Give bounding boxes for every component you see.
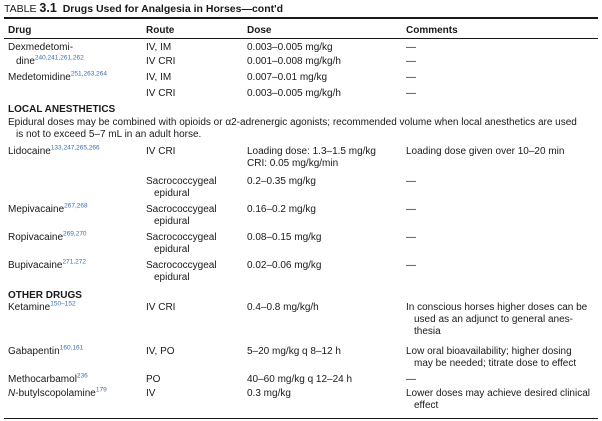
dose: Loading dose: 1.3–1.5 mg/kg CRI: 0.05 mg/kg/min — [247, 146, 376, 169]
comment: — — [406, 176, 416, 187]
drug-refs: 267,268 — [64, 202, 88, 210]
comment: — — [406, 232, 416, 243]
comment: — — [406, 72, 416, 83]
drug-name: Dexmedetomi- — [8, 42, 74, 53]
route: IV CRI — [146, 56, 176, 67]
dose: 0.02–0.06 mg/kg — [247, 260, 322, 271]
route: Sacrococcygeal epidural — [146, 176, 217, 199]
table-number: 3.1 — [39, 1, 57, 15]
route: IV — [146, 388, 156, 399]
local-anesthetics-note: Epidural doses may be combined with opioids or α2-adrenergic agonists; recommended volume when local anesthetics are used is not to exceed 5–7 mL in an adult horse. — [8, 117, 577, 140]
drug-name: Mepivacaine$^{267,268}$ — [8, 202, 88, 215]
dose: 0.003–0.005 mg/kg/h — [247, 88, 341, 99]
drug-refs: 150–152 — [50, 300, 76, 308]
dose: 5–20 mg/kg q 8–12 h — [247, 346, 341, 357]
dose: 0.16–0.2 mg/kg — [247, 204, 316, 215]
comment: — — [406, 260, 416, 271]
dose: 0.001–0.008 mg/kg/h — [247, 56, 341, 67]
route: IV, PO — [146, 346, 175, 357]
drug-name: Ropivacaine$^{269,270}$ — [8, 230, 87, 243]
dose: 40–60 mg/kg q 12–24 h — [247, 374, 353, 385]
drug-name: Ketamine$^{150-152}$ — [8, 300, 76, 313]
drug-name: Bupivacaine$^{271,272}$ — [8, 258, 86, 271]
comment: — — [406, 42, 416, 53]
header-rule — [4, 38, 598, 39]
dose: 0.2–0.35 mg/kg — [247, 176, 316, 187]
comment: — — [406, 204, 416, 215]
header-route: Route — [146, 25, 175, 36]
route: IV, IM — [146, 42, 172, 53]
header-comments: Comments — [406, 25, 458, 36]
drug-name: Methocarbamol$^{236}$ — [8, 372, 88, 385]
drug-refs: 179 — [95, 386, 107, 394]
drug-refs: 251,263,264 — [70, 70, 107, 78]
top-rule — [4, 17, 598, 19]
drug-refs: 269,270 — [63, 230, 87, 238]
dose: 0.3 mg/kg — [247, 388, 291, 399]
route: Sacrococcygeal epidural — [146, 204, 217, 227]
drug-name: dine$^{240,241,261,262}$ — [16, 54, 84, 67]
comment: — — [406, 88, 416, 99]
route: IV CRI — [146, 88, 176, 99]
comment: Lower doses may achieve desired clinical effect — [406, 388, 590, 411]
drug-name: N-butylscopolamine$^{179}$ — [8, 386, 107, 399]
drug-name: Gabapentin$^{160,161}$ — [8, 344, 84, 357]
header-drug: Drug — [8, 25, 32, 36]
route: PO — [146, 374, 161, 385]
table-title-text: Drugs Used for Analgesia in Horses—cont'd — [62, 3, 284, 15]
route: IV CRI — [146, 146, 176, 157]
header-dose: Dose — [247, 25, 272, 36]
comment: — — [406, 56, 416, 67]
drug-refs: 271,272 — [62, 258, 86, 266]
route: IV, IM — [146, 72, 172, 83]
dose: 0.007–0.01 mg/kg — [247, 72, 328, 83]
route: Sacrococcygeal epidural — [146, 232, 217, 255]
drug-refs: 133,247,265,266 — [50, 144, 100, 152]
comment: In conscious horses higher doses can be used as an adjunct to general anes- thesia — [406, 302, 588, 337]
dose: 0.003–0.005 mg/kg — [247, 42, 333, 53]
comment: — — [406, 374, 416, 385]
drug-refs: 236 — [76, 372, 88, 380]
dose: 0.4–0.8 mg/kg/h — [247, 302, 319, 313]
drug-refs: 240,241,261,262 — [34, 54, 84, 62]
section-local-anesthetics: LOCAL ANESTHETICS — [8, 104, 116, 115]
drug-name: Lidocaine$^{133,247,265,266}$ — [8, 144, 100, 157]
drug-refs: 160,161 — [59, 344, 84, 352]
drug-name: Medetomidine$^{251,263,264}$ — [8, 70, 107, 83]
table-label: TABLE — [4, 3, 37, 15]
route: IV CRI — [146, 302, 176, 313]
comment: Loading dose given over 10–20 min — [406, 146, 565, 157]
section-other-drugs: OTHER DRUGS — [8, 290, 82, 301]
table-title — [4, 1, 598, 16]
bottom-rule — [4, 418, 598, 419]
comment: Low oral bioavailability; higher dosing may be needed; titrate dose to effect — [406, 346, 577, 369]
dose: 0.08–0.15 mg/kg — [247, 232, 322, 243]
route: Sacrococcygeal epidural — [146, 260, 217, 283]
